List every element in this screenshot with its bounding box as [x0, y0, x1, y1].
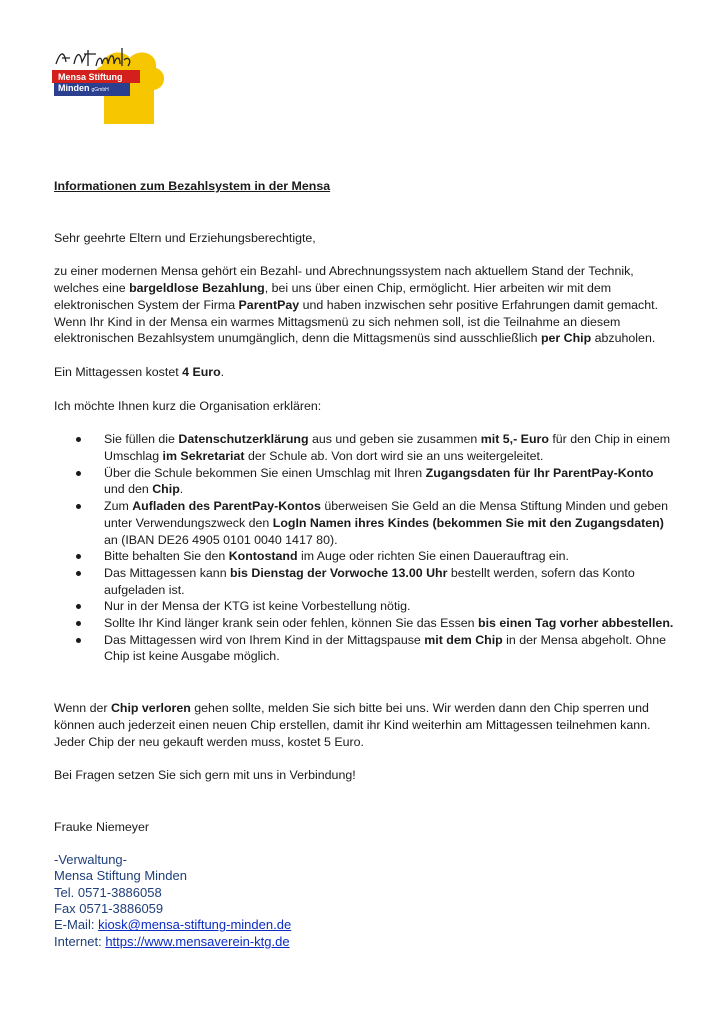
signature-email-row: E-Mail: kiosk@mensa-stiftung-minden.de [54, 917, 292, 933]
bullet-icon [76, 471, 81, 476]
list-item: Nur in der Mensa der KTG ist keine Vorbestellung nötig. [54, 598, 674, 615]
questions-paragraph: Bei Fragen setzen Sie sich gern mit uns in Verbindung! [54, 768, 356, 783]
organisation-list [54, 431, 674, 665]
signature-tel: Tel. 0571-3886058 [54, 884, 162, 900]
letter-title: Informationen zum Bezahlsystem in der Mensa [54, 179, 331, 193]
bullet-icon [76, 554, 81, 559]
signature-dept: -Verwaltung- [54, 851, 127, 867]
bullet-icon [76, 571, 81, 576]
signature-org: Mensa Stiftung Minden [54, 868, 187, 884]
email-link[interactable]: kiosk@mensa-stiftung-minden.de [98, 917, 292, 933]
bullet-icon [76, 638, 81, 643]
list-item: Das Mittagessen kann bis Dienstag der Vorwoche 13.00 Uhr bestellt werden, sofern das Konto aufgeladen ist. [54, 565, 674, 598]
signature-block [54, 852, 674, 950]
organisation-paragraph: Ich möchte Ihnen kurz die Organisation erklären: [54, 398, 322, 413]
logo-line1: Mensa Stiftung [58, 72, 123, 82]
website-link[interactable]: https://www.mensaverein-ktg.de [105, 933, 290, 949]
mensa-stiftung-logo [52, 42, 170, 126]
bullet-icon [76, 504, 81, 509]
list-item: Zum Aufladen des ParentPay-Kontos überweisen Sie Geld an die Mensa Stiftung Minden und geben unter Verwendungszweck den LogIn Namen ihres Kindes (bekommen Sie mit den Zugangsdaten) an (IBAN DE26 4905 0101 0040 1417 80). [54, 498, 674, 548]
intro-paragraph: zu einer modernen Mensa gehört ein Bezahl- und Abrechnungssystem nach aktuellem Stand der Technik, welches eine bargeldlose Bezahlung, bei uns über einen Chip, ermöglicht. Hier arbeiten wir mit dem elektronischen System der Firma ParentPay und haben inzwischen sehr positive Erfahrungen damit gemacht. Wenn Ihr Kind in der Mensa ein warmes Mittagsmenü zu sich nehmen soll, ist die Teilnahme an diesem elektronischen Bezahlsystem unumgänglich, denn die Mittagsmenüs sind ausschließlich per Chip abzuholen. [54, 264, 659, 346]
list-item: Über die Schule bekommen Sie einen Umschlag mit Ihren Zugangsdaten für Ihr ParentPay-Konto und den Chip. [54, 465, 674, 498]
price-paragraph: Ein Mittagessen kostet 4 Euro. [54, 364, 225, 379]
signature-internet-row: Internet: https://www.mensaverein-ktg.de [54, 933, 290, 949]
list-item: Bitte behalten Sie den Kontostand im Auge oder richten Sie einen Dauerauftrag ein. [54, 548, 674, 565]
letter-body [54, 178, 674, 950]
logo-line2: Minden gGmbH [58, 83, 109, 93]
bullet-icon [76, 437, 81, 442]
list-item: Sollte Ihr Kind länger krank sein oder fehlen, können Sie das Essen bis einen Tag vorher abbestellen. [54, 615, 674, 632]
sender-name: Frauke Niemeyer [54, 819, 150, 834]
lost-chip-paragraph: Wenn der Chip verloren gehen sollte, melden Sie sich bitte bei uns. Wir werden dann den Chip sperren und können auch jederzeit einen neuen Chip erstellen, damit ihr Kind weiterhin am Mittagessen teilnehmen kann. Jeder Chip der neu gekauft werden muss, kostet 5 Euro. [54, 701, 651, 749]
signature-fax: Fax 0571-3886059 [54, 900, 164, 916]
list-item: Das Mittagessen wird von Ihrem Kind in der Mittagspause mit dem Chip in der Mensa abgeholt. Ohne Chip ist keine Ausgabe möglich. [54, 632, 674, 665]
bullet-icon [76, 621, 81, 626]
list-item: Sie füllen die Datenschutzerklärung aus und geben sie zusammen mit 5,- Euro für den Chip in einem Umschlag im Sekretariat der Schule ab. Von dort wird sie an uns weitergeleitet. [54, 431, 674, 464]
logo-suffix: gGmbH [91, 87, 109, 93]
bullet-icon [76, 604, 81, 609]
salutation: Sehr geehrte Eltern und Erziehungsberechtigte, [54, 230, 316, 245]
